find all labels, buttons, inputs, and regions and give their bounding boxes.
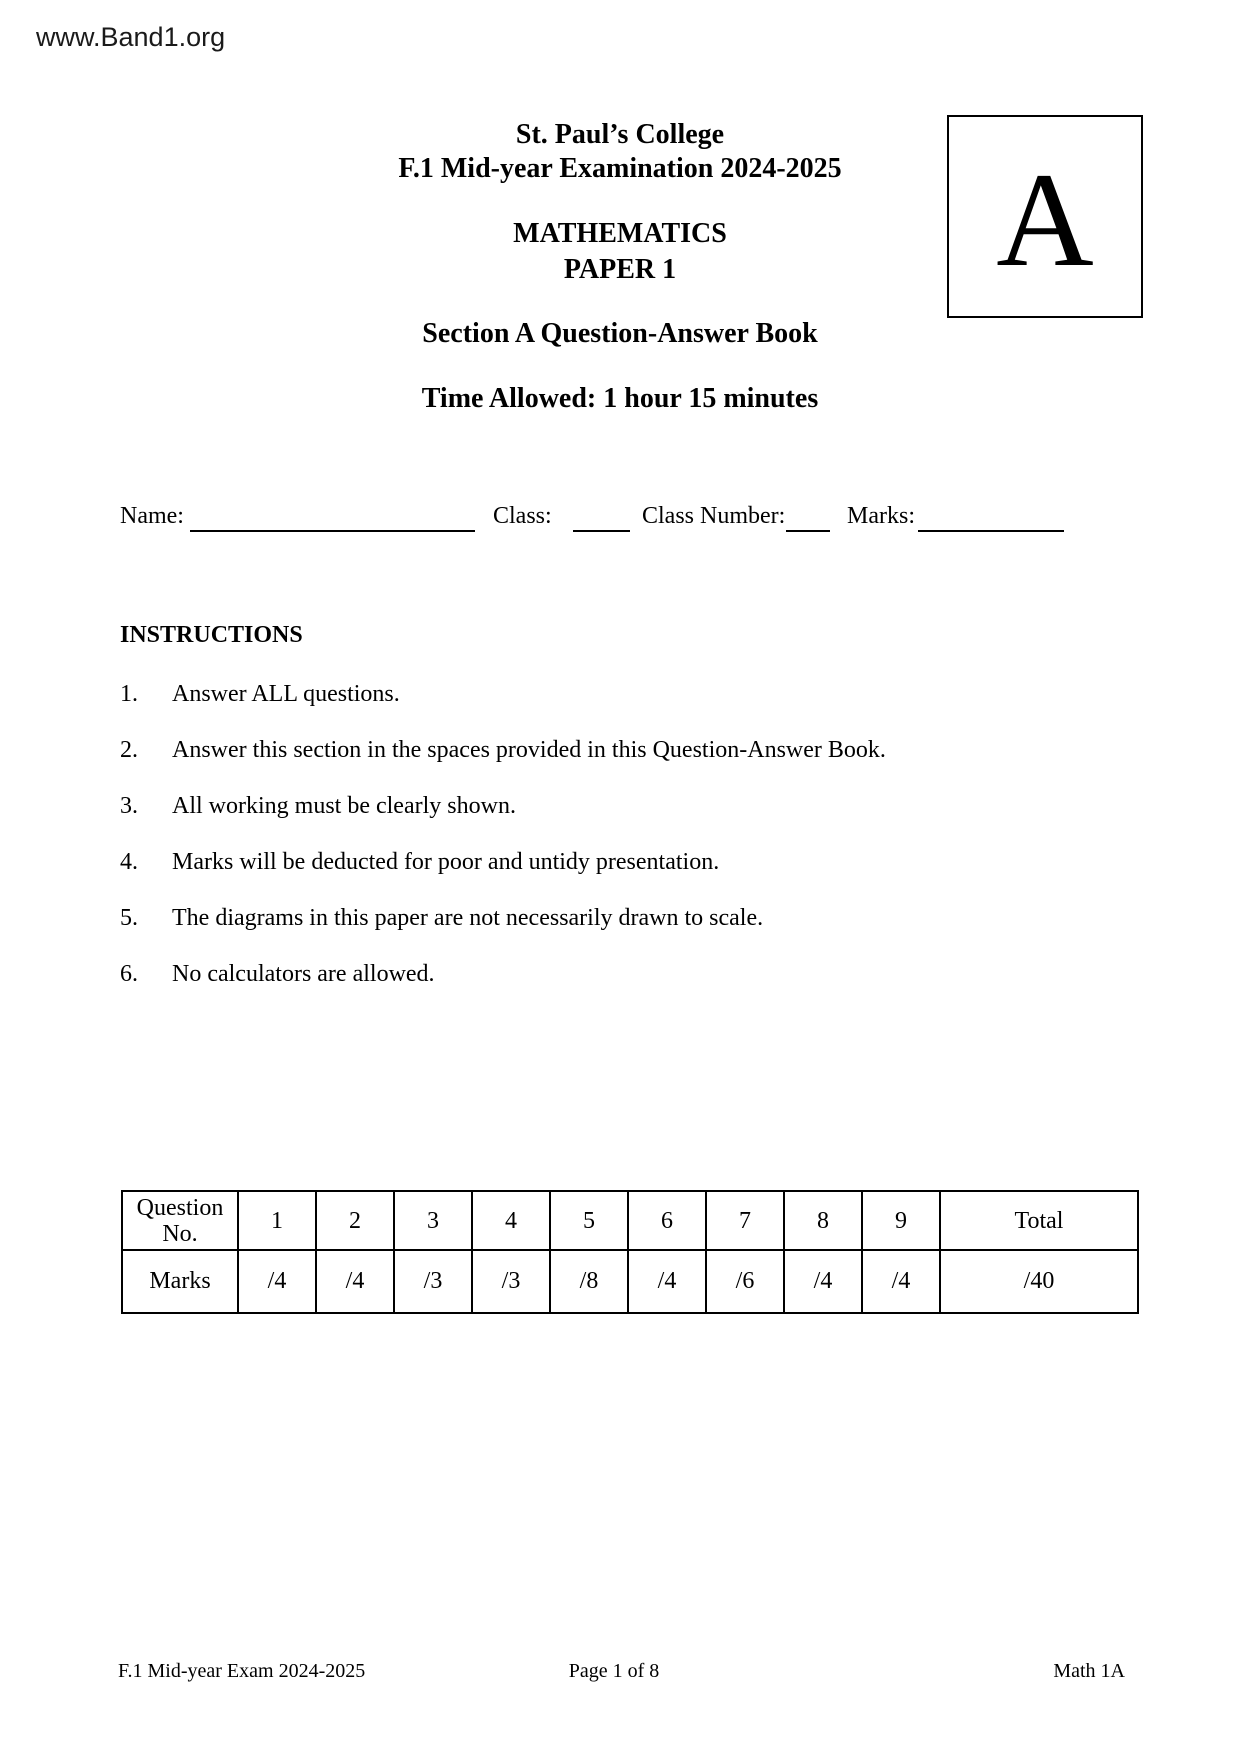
- question-col-header: 8: [784, 1191, 862, 1250]
- question-col-header: 7: [706, 1191, 784, 1250]
- instruction-item: [120, 736, 1130, 764]
- marks-cell: /3: [394, 1250, 472, 1313]
- footer-page-number: Page 1 of 8: [568, 1660, 660, 1682]
- instructions-heading: INSTRUCTIONS: [120, 622, 303, 648]
- paper-title: PAPER 1: [563, 254, 677, 285]
- marks-cell: /4: [862, 1250, 940, 1313]
- paper-version-letter: A: [996, 146, 1094, 295]
- instruction-item: [120, 792, 1130, 820]
- instructions-list: [120, 680, 1130, 1016]
- footer-exam-name: F.1 Mid-year Exam 2024-2025: [118, 1660, 366, 1682]
- total-marks-cell: /40: [940, 1250, 1138, 1313]
- question-col-header: 2: [316, 1191, 394, 1250]
- class-number-label: Class Number:: [642, 503, 786, 529]
- instruction-text: Marks will be deducted for poor and untidy presentation.: [172, 849, 720, 875]
- instruction-item: [120, 904, 1130, 932]
- question-no-header: Question No.: [122, 1191, 238, 1250]
- marks-row-header: Marks: [122, 1250, 238, 1313]
- instruction-text: All working must be clearly shown.: [172, 793, 516, 819]
- instruction-number: 2.: [120, 737, 138, 763]
- marks-cell: /4: [238, 1250, 316, 1313]
- watermark-url: www.Band1.org: [36, 22, 226, 52]
- name-label: Name:: [120, 503, 184, 529]
- instruction-item: [120, 960, 1130, 988]
- school-name: St. Paul’s College: [515, 119, 725, 150]
- class-label: Class:: [493, 503, 552, 529]
- instruction-item: [120, 848, 1130, 876]
- marks-cell: /4: [316, 1250, 394, 1313]
- name-blank-field: [190, 530, 475, 532]
- question-col-header: 6: [628, 1191, 706, 1250]
- instruction-number: 3.: [120, 793, 138, 819]
- question-col-header: 9: [862, 1191, 940, 1250]
- marks-cell: /4: [784, 1250, 862, 1313]
- question-col-header: 5: [550, 1191, 628, 1250]
- instruction-number: 4.: [120, 849, 138, 875]
- paper-version-box: [947, 115, 1143, 318]
- marks-cell: /4: [628, 1250, 706, 1313]
- marks-summary-table: [121, 1190, 1139, 1314]
- instruction-text: No calculators are allowed.: [172, 961, 435, 987]
- student-info-line: [0, 503, 1240, 537]
- section-title: Section A Question-Answer Book: [422, 318, 818, 349]
- table-header-row: [122, 1191, 1138, 1250]
- instruction-text: Answer ALL questions.: [172, 681, 400, 707]
- marks-label: Marks:: [847, 503, 915, 529]
- question-col-header: 1: [238, 1191, 316, 1250]
- instruction-number: 6.: [120, 961, 138, 987]
- question-col-header: 4: [472, 1191, 550, 1250]
- instruction-text: The diagrams in this paper are not necessarily drawn to scale.: [172, 905, 764, 931]
- instruction-number: 1.: [120, 681, 138, 707]
- subject-title: MATHEMATICS: [513, 218, 727, 249]
- footer-paper-code: Math 1A: [1053, 1660, 1125, 1682]
- marks-blank-field: [918, 530, 1064, 532]
- exam-title: F.1 Mid-year Examination 2024-2025: [398, 153, 842, 184]
- instruction-number: 5.: [120, 905, 138, 931]
- question-col-header: 3: [394, 1191, 472, 1250]
- class-number-blank-field: [786, 530, 830, 532]
- class-blank-field: [573, 530, 630, 532]
- time-allowed: Time Allowed: 1 hour 15 minutes: [421, 383, 819, 414]
- marks-cell: /3: [472, 1250, 550, 1313]
- instruction-item: [120, 680, 1130, 708]
- table-marks-row: [122, 1250, 1138, 1313]
- total-header: Total: [940, 1191, 1138, 1250]
- marks-cell: /8: [550, 1250, 628, 1313]
- instruction-text: Answer this section in the spaces provided in this Question-Answer Book.: [172, 737, 886, 763]
- marks-cell: /6: [706, 1250, 784, 1313]
